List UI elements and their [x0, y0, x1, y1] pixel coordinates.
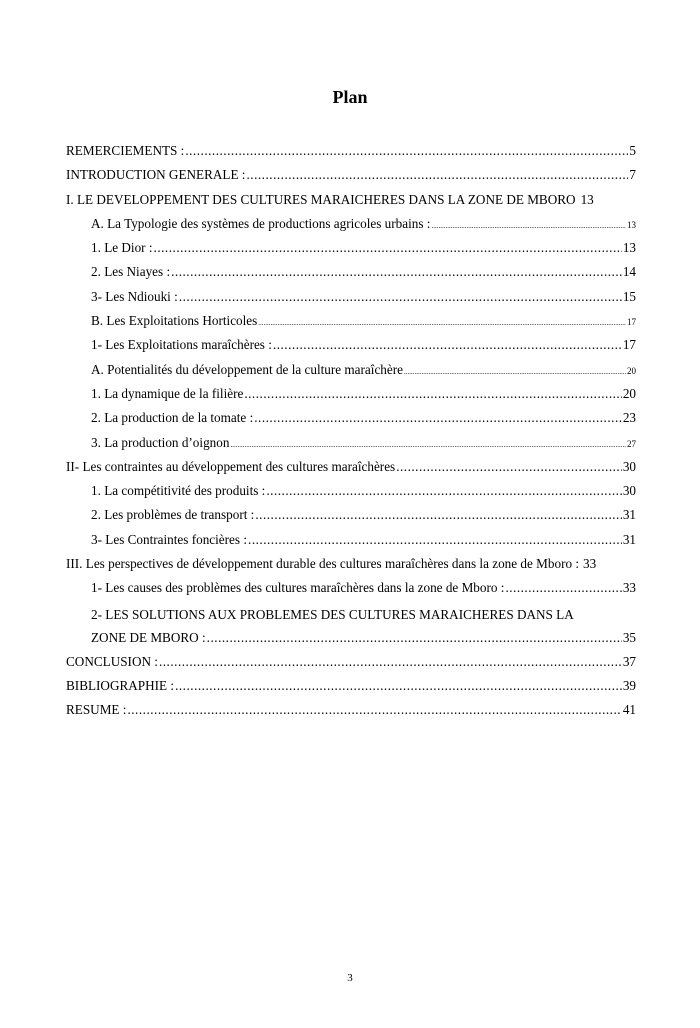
- toc-label: 1. La compétitivité des produits :: [91, 483, 266, 499]
- toc-label: 2. Les problèmes de transport :: [91, 507, 255, 523]
- toc-label: INTRODUCTION GENERALE :: [66, 167, 246, 183]
- dot-leader: [431, 222, 626, 230]
- toc-page: 33: [583, 556, 597, 572]
- toc-entry-3-2: [66, 605, 636, 654]
- toc-entry-1a: [66, 216, 636, 240]
- toc-entry-2-1: [66, 483, 636, 507]
- toc-page: 30: [622, 458, 636, 474]
- toc-label: 3. La production d’oignon: [91, 434, 230, 450]
- toc-entry-1c-3: [66, 435, 636, 459]
- toc-label: I. LE DEVELOPPEMENT DES CULTURES MARAICHERES DANS LA ZONE DE MBORO: [66, 191, 576, 207]
- toc-page: 27: [627, 438, 636, 449]
- toc-entry-part-3: [66, 556, 636, 580]
- toc-label: 3- Les Ndiouki :: [91, 288, 178, 304]
- toc-label: REMERCIEMENTS :: [66, 143, 185, 158]
- toc-page: 20: [627, 365, 636, 376]
- toc-page: 14: [622, 264, 636, 280]
- toc-page: 7: [629, 167, 636, 183]
- toc-label: 1- Les Exploitations maraîchères :: [91, 337, 272, 353]
- toc-page: 15: [622, 288, 636, 304]
- toc-page: 35: [622, 629, 636, 645]
- toc-label: A. Potentialités du développement de la culture maraîchère: [91, 361, 403, 377]
- dot-leader: [255, 507, 621, 523]
- toc-page: 13: [627, 219, 636, 230]
- toc-label: RESUME :: [66, 702, 127, 718]
- toc-page: 23: [622, 410, 636, 426]
- dot-leader: [179, 289, 622, 305]
- toc-entry-introduction: [66, 167, 636, 191]
- toc-page: 37: [622, 653, 636, 669]
- toc-entry-1b: [66, 313, 636, 337]
- toc-entry-1c-2: [66, 410, 636, 434]
- dot-leader: [404, 368, 626, 376]
- toc-entry-1c: [66, 362, 636, 386]
- toc-page: 41: [622, 702, 636, 718]
- dot-leader: [248, 532, 622, 548]
- toc-entry-part-2: [66, 459, 636, 483]
- dot-leader: [396, 459, 622, 475]
- dot-leader: [230, 441, 626, 449]
- toc-entry-3-1: [66, 580, 636, 604]
- toc-page: 33: [622, 580, 636, 596]
- toc-label: CONCLUSION :: [66, 653, 158, 669]
- toc-label: 1- Les causes des problèmes des cultures maraîchères dans la zone de Mboro :: [91, 580, 505, 596]
- dot-leader: [254, 410, 622, 426]
- toc-line2: [91, 630, 636, 654]
- page-title: Plan: [332, 87, 368, 107]
- dot-leader: [185, 143, 628, 159]
- toc-entry-remerciements: [66, 143, 636, 167]
- toc-page: 13: [622, 240, 636, 256]
- toc-page: 31: [622, 507, 636, 523]
- toc-page: 30: [622, 483, 636, 499]
- table-of-contents: [66, 143, 636, 727]
- dot-leader: [244, 386, 621, 402]
- dot-leader: [266, 483, 621, 499]
- toc-page: 20: [622, 385, 636, 401]
- toc-entry-1c-1: [66, 386, 636, 410]
- toc-page: 31: [622, 531, 636, 547]
- dot-leader: [159, 654, 622, 670]
- toc-page: 17: [622, 337, 636, 353]
- toc-entry-1a-2: [66, 264, 636, 288]
- dot-leader: [505, 580, 621, 596]
- dot-leader: [258, 319, 626, 327]
- dot-leader: [273, 337, 622, 353]
- toc-label-line2: ZONE DE MBORO :: [91, 629, 206, 645]
- toc-page: 13: [580, 191, 594, 207]
- dot-leader: [171, 264, 622, 280]
- toc-label: 2. La production de la tomate :: [91, 410, 254, 426]
- toc-entry-1a-3: [66, 289, 636, 313]
- dot-leader: [207, 630, 622, 646]
- toc-entry-bibliographie: [66, 678, 636, 702]
- toc-entry-1b-1: [66, 337, 636, 361]
- dot-leader: [127, 702, 621, 718]
- toc-entry-resume: [66, 702, 636, 726]
- toc-entry-2-2: [66, 507, 636, 531]
- toc-label: A. La Typologie des systèmes de productions agricoles urbains :: [91, 215, 431, 231]
- page-number: 3: [347, 972, 353, 984]
- dot-leader: [154, 240, 622, 256]
- toc-label-line1: 2- LES SOLUTIONS AUX PROBLEMES DES CULTURES MARAICHERES DANS LA: [91, 606, 574, 622]
- toc-label: 1. La dynamique de la filière: [91, 385, 244, 401]
- toc-label: B. Les Exploitations Horticoles: [91, 313, 258, 329]
- toc-page: 17: [627, 317, 636, 328]
- toc-label: 2. Les Niayes :: [91, 264, 171, 280]
- dot-leader: [246, 167, 628, 183]
- toc-label: III. Les perspectives de développement durable des cultures maraîchères dans la zone de Mboro :: [66, 556, 580, 572]
- toc-entry-part-1: [66, 192, 636, 216]
- toc-entry-1a-1: [66, 240, 636, 264]
- toc-entry-conclusion: [66, 654, 636, 678]
- toc-label: 3- Les Contraintes foncières :: [91, 531, 248, 547]
- toc-entry-2-3: [66, 532, 636, 556]
- toc-label: II- Les contraintes au développement des cultures maraîchères: [66, 458, 396, 474]
- dot-leader: [175, 678, 622, 694]
- toc-label: BIBLIOGRAPHIE :: [66, 677, 175, 693]
- toc-page: 39: [622, 677, 636, 693]
- toc-page: 5: [629, 143, 636, 158]
- toc-label: 1. Le Dior :: [91, 240, 153, 256]
